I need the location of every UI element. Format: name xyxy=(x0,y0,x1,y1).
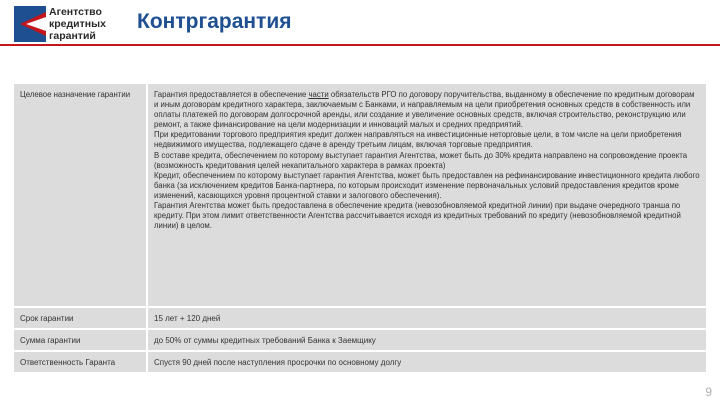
underlined-word: части xyxy=(308,90,329,99)
paragraph: При кредитовании торгового предприятия кредит должен направляться на инвестиционные неторговые цели, в том числе на цели приобретения недвижимого имущества, подлежащего сдаче в аренду третьим лицам, включая торговые предприятия. xyxy=(154,130,682,150)
guarantee-table xyxy=(14,82,706,374)
table-row xyxy=(14,84,706,306)
paragraph: Гарантия Агентства может быть предоставлена в обеспечение кредита (невозобновляемой кредитной линии) при выдаче очередного транша по кредиту. При этом лимит ответственности Агентства рассчитывается исходя из кредитных требований по кредиту (невозобновляемой кредитной линии) в целом. xyxy=(154,201,681,231)
logo-text xyxy=(49,6,106,42)
row-label: Срок гарантии xyxy=(14,308,148,328)
row-value: Спустя 90 дней после наступления просрочки по основному долгу xyxy=(148,352,706,372)
table-row xyxy=(14,308,706,328)
paragraph: Кредит, обеспечением по которому выступает гарантия Агентства, может быть предоставлен на рефинансирование инвестиционного кредита любого банка (за исключением кредитов Банка-партнера, по которым происходит изменение первоначальных условий предоставления кредитов кроме изменений, касающихся уровня процентной ставки и залогового обеспечения). xyxy=(154,170,700,200)
page-number: 9 xyxy=(705,385,712,399)
row-value xyxy=(148,84,706,306)
logo-line: гарантий xyxy=(49,30,96,42)
table-row xyxy=(14,330,706,350)
table-row xyxy=(14,352,706,372)
paragraph: Гарантия предоставляется в обеспечение части обязательств РГО по договору поручительства, выданному в обеспечение по кредитным договорам и иным договорам кредитного характера, заключаемым с Банками, и направляемым на цели приобретения основных средств в собственность или оплаты платежей по договорам долгосрочной аренды, или создание и увеличение основных средств, включая строительство, реконструкцию или ремонт, а также финансирование на цели модернизации и инноваций малых и средних предприятий. xyxy=(154,90,695,130)
row-label: Целевое назначение гарантии xyxy=(14,84,148,306)
row-label: Сумма гарантии xyxy=(14,330,148,350)
logo-line: Агентство xyxy=(49,6,102,18)
logo-line: кредитных xyxy=(49,18,106,30)
logo-arrow-icon xyxy=(12,4,48,44)
agency-logo xyxy=(12,4,130,44)
paragraph: В составе кредита, обеспечением по которому выступает гарантия Агентства, может быть до 30% кредита направлено на сопровождение проекта (возможность кредитования целей некапитального характера в рамках проекта) xyxy=(154,150,688,170)
row-label: Ответственность Гаранта xyxy=(14,352,148,372)
header-divider xyxy=(0,44,720,46)
row-value: до 50% от суммы кредитных требований Банка к Заемщику xyxy=(148,330,706,350)
title-bar xyxy=(135,8,710,40)
page-title: Контргарантия xyxy=(137,10,292,33)
row-value: 15 лет + 120 дней xyxy=(148,308,706,328)
